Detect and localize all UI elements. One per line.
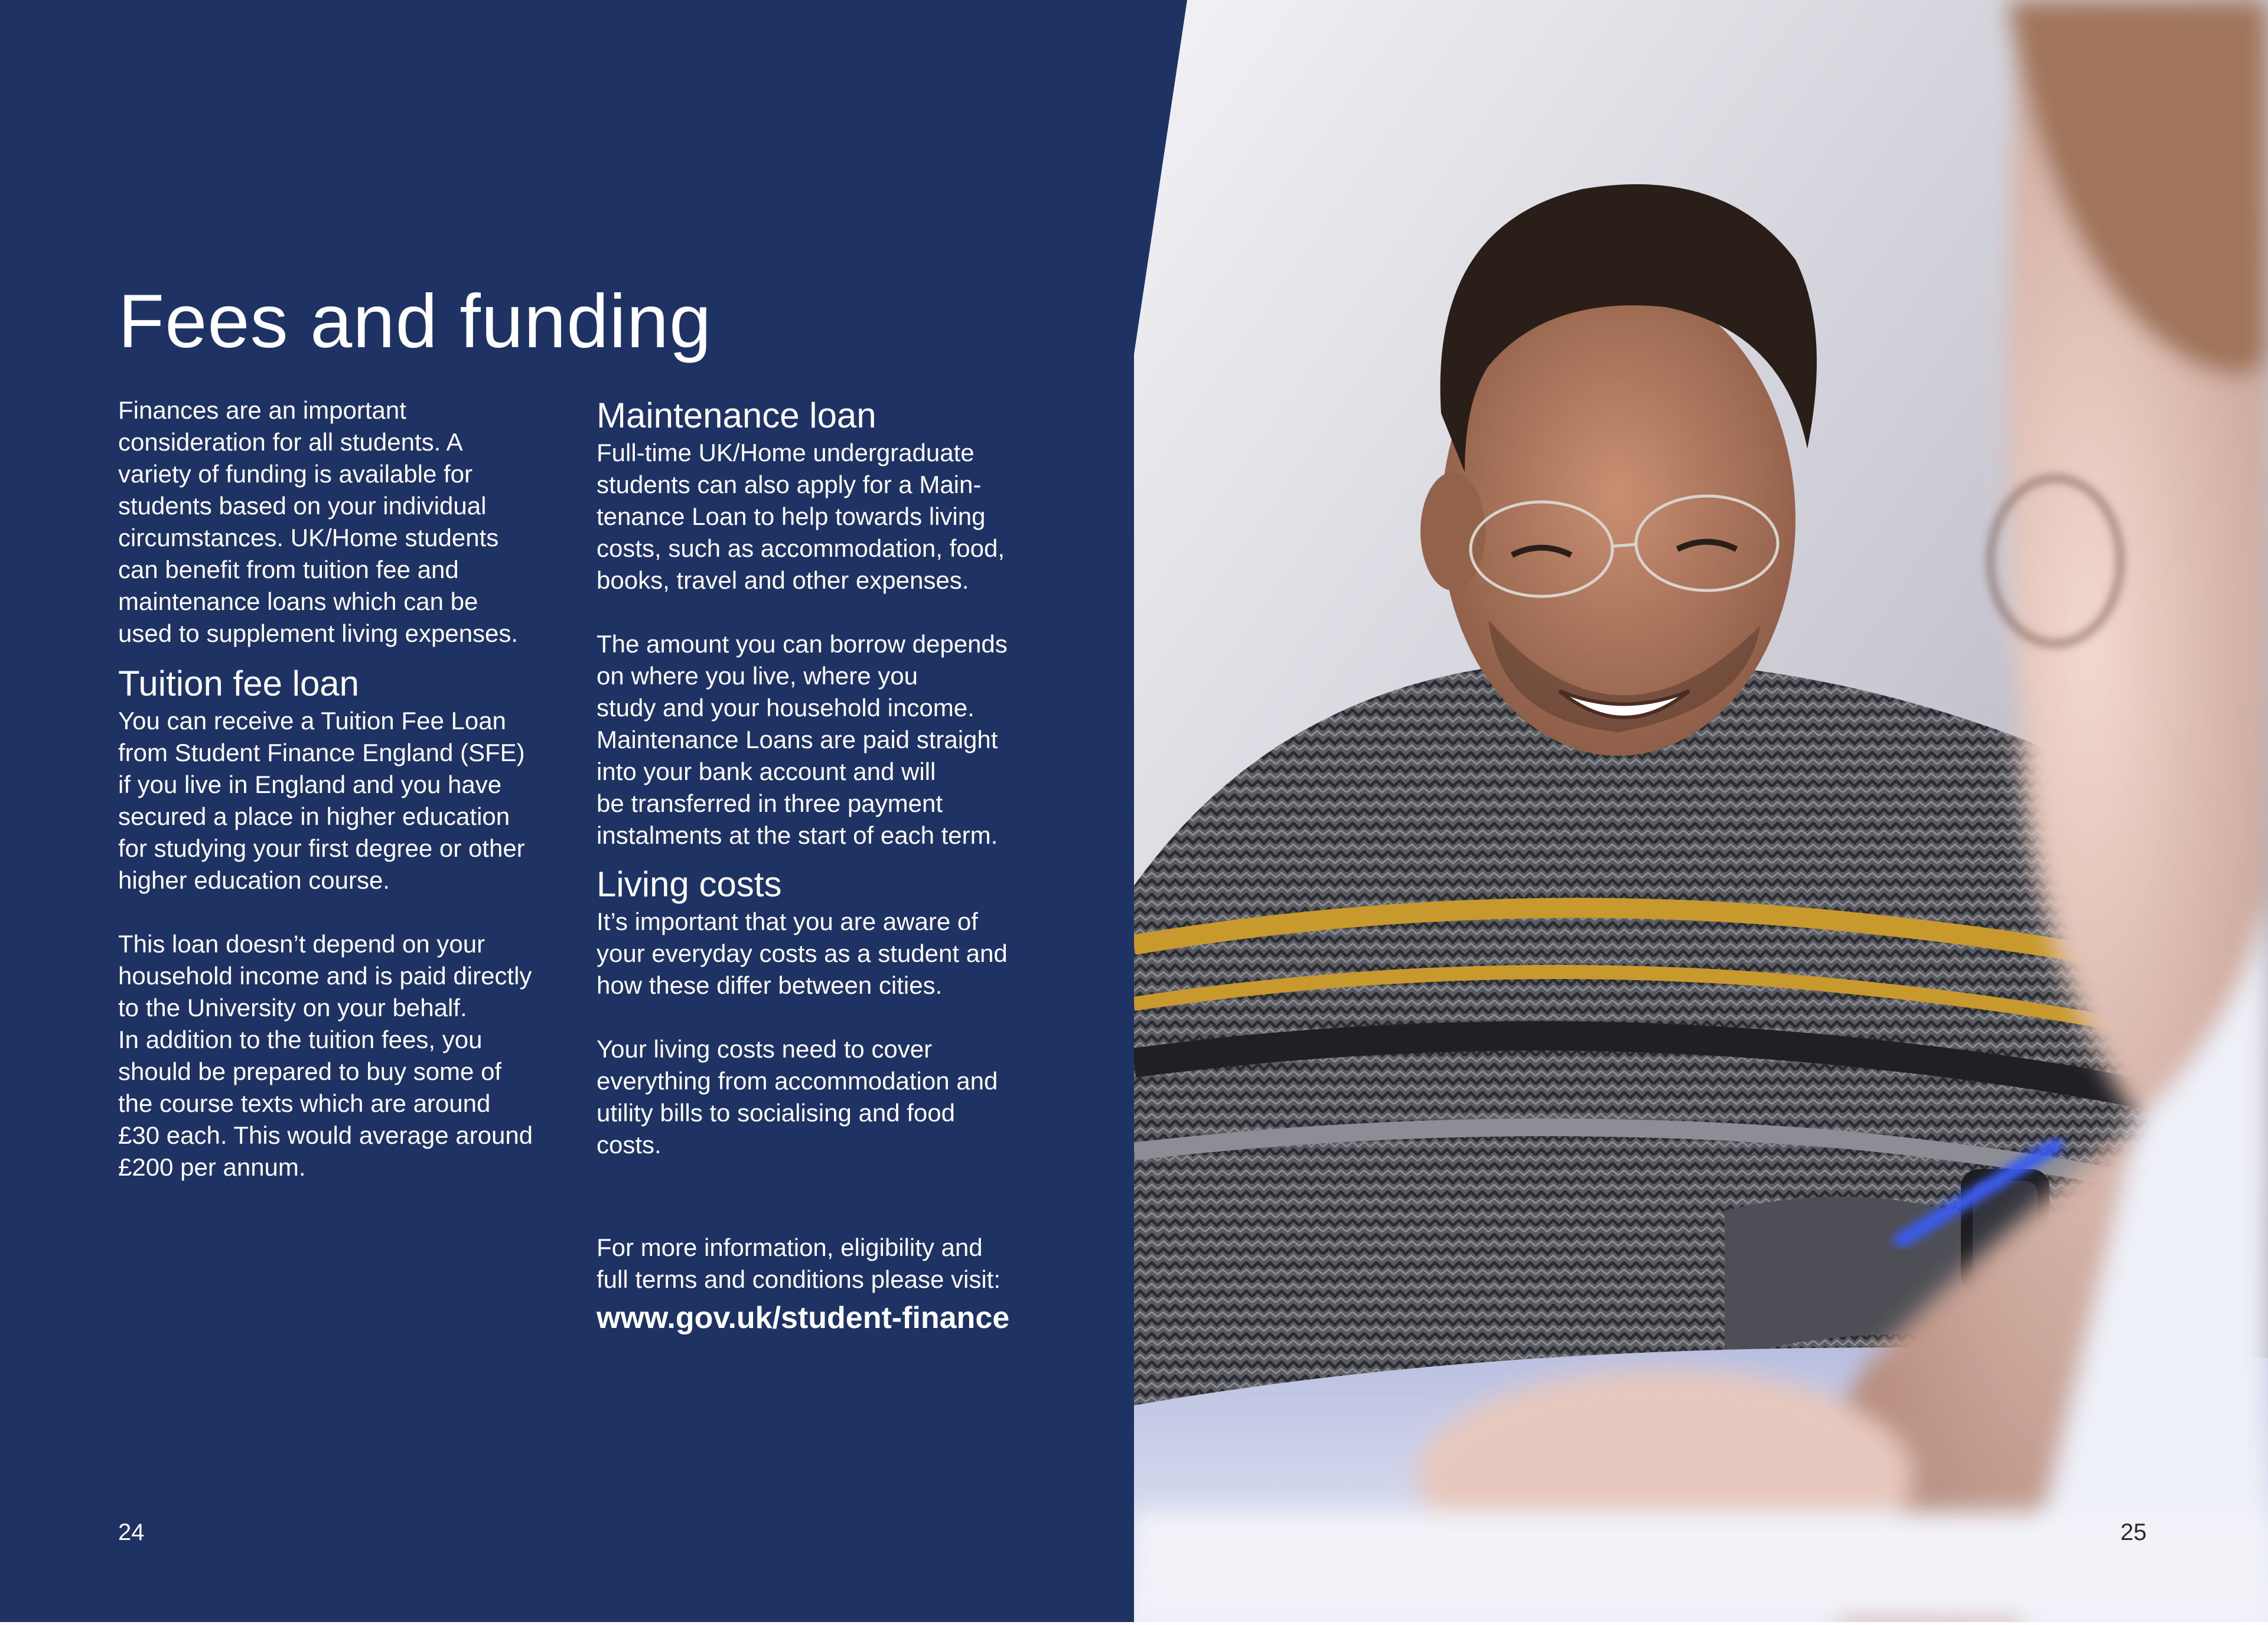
- living-paragraph-1: It’s important that you are aware of your everyday costs as a student and how these differ between cities.: [597, 908, 1008, 999]
- tuition-paragraph-1: You can receive a Tuition Fee Loan from Student Finance England (SFE) if you live in England and you have secured a place in higher education for studying your first degree or other higher education course.: [118, 707, 525, 894]
- page-title: Fees and funding: [118, 279, 712, 364]
- maintenance-heading: Maintenance loan: [597, 396, 876, 435]
- tuition-heading: Tuition fee loan: [118, 664, 360, 703]
- maintenance-paragraph-2: The amount you can borrow depends on where you live, where you study and your household income. Maintenance Loans are paid straight into your bank account and will be transferred in three payment instalments at the start of each term.: [597, 630, 1008, 849]
- page-number-right: 25: [2120, 1519, 2147, 1545]
- maintenance-paragraph-1: Full-time UK/Home undergraduate students can also apply for a Main- tenance Loan to help towards living costs, such as accommodation, food, books, travel and other expenses.: [597, 439, 1005, 594]
- students-photo: [1134, 0, 2268, 1622]
- left-page: [0, 0, 1134, 1622]
- student-finance-link[interactable]: www.gov.uk/student-finance: [597, 1301, 1010, 1335]
- living-costs-heading: Living costs: [597, 864, 782, 904]
- living-paragraph-2: Your living costs need to cover everything from accommodation and utility bills to socialising and food costs.: [597, 1035, 998, 1159]
- right-column: [597, 394, 1057, 1337]
- intro-paragraph: Finances are an important consideration for all students. A variety of funding is available for students based on your individual circumstances. UK/Home students can benefit from tuition fee and maintenance loans which can be used to supplement living expenses.: [118, 396, 519, 647]
- page-number-left: 24: [118, 1519, 145, 1545]
- more-info-text: For more information, eligibility and full terms and conditions please visit:: [597, 1234, 1001, 1293]
- left-column: [118, 394, 573, 1183]
- tuition-paragraph-2: This loan doesn’t depend on your household income and is paid directly to the University on your behalf. In addition to the tuition fees, you should be prepared to buy some of the course texts which are around £30 each. This would average around £200 per annum.: [118, 930, 533, 1181]
